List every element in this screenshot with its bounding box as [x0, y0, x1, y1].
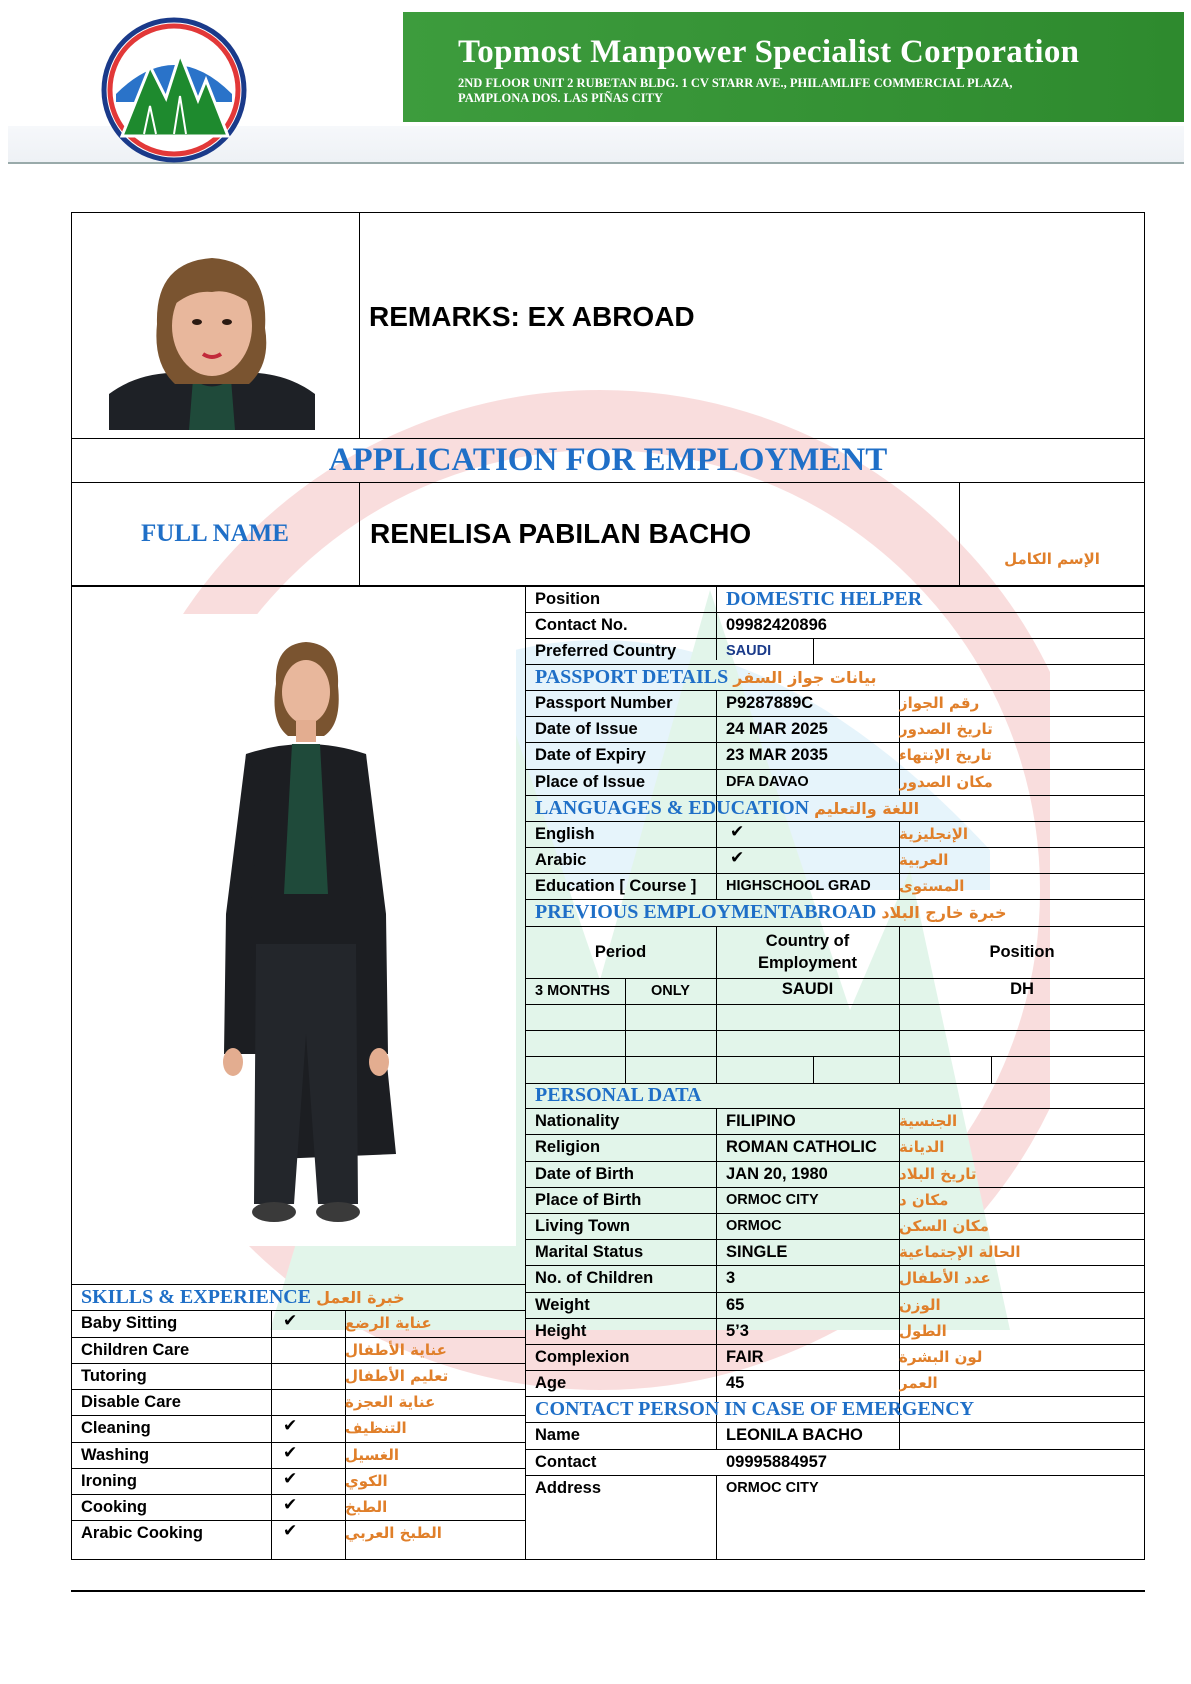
details-section: [71, 586, 1145, 1560]
section-title-emergency-contact: CONTACT PERSON IN CASE OF EMERGENCY: [535, 1397, 975, 1420]
skill-arabic-6: الكوي: [345, 1472, 388, 1490]
section-title-previous-employment: [525, 899, 1145, 926]
skill-check-icon-2: [271, 1363, 345, 1389]
personal-value-religion: ROMAN CATHOLIC: [726, 1137, 877, 1156]
skill-check-icon-0: ✔: [283, 1311, 298, 1331]
section-title-skills: [71, 1284, 525, 1310]
emergency-value-contact: 09995884957: [726, 1452, 827, 1471]
personal-label-religion: Religion: [535, 1137, 601, 1156]
skill-check-icon-5: ✔: [283, 1443, 298, 1463]
full-name-label: FULL NAME: [141, 520, 289, 547]
passport-arabic-0: رقم الجواز: [899, 694, 980, 712]
skill-arabic-7: الطبخ: [345, 1498, 388, 1516]
section-title-previous-text: PREVIOUS EMPLOYMENTABROAD: [535, 901, 877, 923]
full-name-value: RENELISA PABILAN BACHO: [370, 518, 752, 549]
section-title-personal-data: PERSONAL DATA: [535, 1084, 702, 1106]
remarks: REMARKS: EX ABROAD: [369, 301, 695, 332]
skill-check-icon-7: ✔: [283, 1495, 298, 1515]
personal-value-date-of-birth: JAN 20, 1980: [726, 1164, 828, 1183]
emergency-value-name: LEONILA BACHO: [726, 1425, 863, 1444]
skill-label-cleaning: Cleaning: [81, 1418, 151, 1437]
applicant-headshot: [109, 244, 315, 430]
personal-arabic-1: الديانة: [899, 1138, 945, 1156]
column-header-period: Period: [594, 942, 647, 961]
personal-value-nationality: FILIPINO: [726, 1111, 796, 1130]
personal-label-weight: Weight: [535, 1295, 590, 1314]
applicant-full-body-photo: [96, 614, 516, 1246]
position-value: DH: [1010, 979, 1034, 998]
personal-value-weight: 65: [726, 1295, 745, 1314]
company-header: [8, 8, 1184, 170]
section-title-languages-arabic: اللغة والتعليم: [814, 798, 920, 818]
field-value-contact-no-: 09982420896: [726, 615, 827, 634]
section-title-previous-arabic: خبرة خارج البلاد: [881, 903, 1007, 922]
section-title-skills-text: SKILLS & EXPERIENCE: [81, 1285, 312, 1308]
address-line-2: PAMPLONA DOS. LAS PIÑAS CITY: [458, 91, 663, 105]
passport-arabic-3: مكان الصدور: [899, 773, 993, 791]
skill-label-disable-care: Disable Care: [81, 1392, 181, 1411]
education-value: HIGHSCHOOL GRAD: [726, 878, 871, 894]
emergency-label-name: Name: [535, 1425, 580, 1444]
language-label-2: Education [ Course ]: [535, 876, 697, 895]
passport-label-1: Date of Issue: [535, 719, 638, 738]
emergency-label-contact: Contact: [535, 1452, 597, 1471]
company-logo-icon: [100, 16, 248, 164]
passport-value-0: P9287889C: [726, 693, 814, 712]
field-value-preferred-country: SAUDI: [726, 643, 772, 659]
company-name: Topmost Manpower Specialist Corporation: [458, 34, 1080, 70]
passport-label-3: Place of Issue: [535, 772, 646, 791]
emergency-label-address: Address: [535, 1478, 602, 1497]
personal-value-living-town: ORMOC: [726, 1218, 782, 1234]
skill-label-ironing: Ironing: [81, 1471, 137, 1490]
skill-label-cooking: Cooking: [81, 1497, 147, 1516]
personal-arabic-6: عدد الأطفال: [899, 1269, 991, 1287]
passport-arabic-2: تاريخ الإنتهاء: [899, 746, 992, 764]
skill-check-icon-4: ✔: [283, 1416, 298, 1436]
skill-arabic-3: عناية العجزة: [345, 1393, 436, 1411]
personal-label-height: Height: [535, 1321, 587, 1340]
language-arabic-2: المستوى: [899, 877, 965, 895]
section-title-passport-text: PASSPORT DETAILS: [535, 665, 729, 688]
passport-arabic-1: تاريخ الصدور: [899, 720, 993, 738]
field-label-contact-no-: Contact No.: [535, 615, 628, 634]
personal-arabic-2: تاريخ البلاد: [899, 1165, 977, 1183]
skill-label-children-care: Children Care: [81, 1340, 190, 1359]
column-header-position: Position: [989, 942, 1055, 961]
skill-check-icon-6: ✔: [283, 1469, 298, 1489]
company-address: [458, 76, 1158, 106]
language-label-0: English: [535, 824, 595, 843]
personal-label-place-of-birth: Place of Birth: [535, 1190, 642, 1209]
personal-arabic-8: الطول: [899, 1322, 947, 1340]
skill-check-icon-3: [271, 1389, 345, 1415]
field-label-preferred-country: Preferred Country: [535, 641, 677, 660]
skill-label-washing: Washing: [81, 1445, 150, 1464]
skill-arabic-0: عناية الرضع: [345, 1314, 432, 1332]
skill-arabic-1: عناية الأطفال: [345, 1341, 447, 1359]
personal-arabic-9: لون البشرة: [899, 1348, 983, 1366]
personal-value-marital-status: SINGLE: [726, 1242, 788, 1261]
passport-value-2: 23 MAR 2035: [726, 745, 828, 764]
language-arabic-1: العربية: [899, 851, 949, 869]
skill-label-tutoring: Tutoring: [81, 1366, 147, 1385]
passport-value-1: 24 MAR 2025: [726, 719, 828, 738]
personal-label-age: Age: [535, 1373, 567, 1392]
personal-arabic-3: مكان د: [899, 1191, 949, 1209]
applicant-full-body-photo-frame: [96, 614, 516, 1246]
personal-value-age: 45: [726, 1373, 745, 1392]
section-title-languages: [525, 795, 1145, 821]
skill-check-icon-8: ✔: [283, 1521, 298, 1541]
full-name-label-arabic: الإسم الكامل: [1004, 550, 1100, 568]
field-value-position: DOMESTIC HELPER: [726, 587, 923, 610]
personal-label-complexion: Complexion: [535, 1347, 630, 1366]
skill-arabic-4: التنظيف: [345, 1419, 407, 1437]
period-value-b: ONLY: [651, 983, 690, 999]
personal-label-marital-status: Marital Status: [535, 1242, 644, 1261]
passport-label-0: Passport Number: [535, 693, 673, 712]
language-arabic-0: الإنجليزية: [899, 825, 969, 843]
personal-value-place-of-birth: ORMOC CITY: [726, 1192, 819, 1208]
language-check-icon-0: ✔: [730, 822, 745, 842]
skill-label-arabic-cooking: Arabic Cooking: [81, 1523, 203, 1542]
personal-label-nationality: Nationality: [535, 1111, 620, 1130]
footer-divider: [71, 1590, 1145, 1592]
field-label-position: Position: [535, 589, 601, 608]
period-value-a: 3 MONTHS: [535, 983, 610, 999]
emergency-value-address: ORMOC CITY: [726, 1480, 819, 1496]
address-line-1: 2ND FLOOR UNIT 2 RUBETAN BLDG. 1 CV STARR AVE., PHILAMLIFE COMMERCIAL PLAZA,: [458, 76, 1013, 90]
language-check-icon-1: ✔: [730, 848, 745, 868]
passport-label-2: Date of Expiry: [535, 745, 646, 764]
personal-value-complexion: FAIR: [726, 1347, 764, 1366]
language-label-1: Arabic: [535, 850, 587, 869]
personal-label-living-town: Living Town: [535, 1216, 631, 1235]
skill-arabic-8: الطبخ العربي: [345, 1524, 442, 1542]
personal-arabic-0: الجنسية: [899, 1112, 958, 1130]
personal-arabic-5: الحالة الإجتماعية: [899, 1243, 1021, 1261]
skill-arabic-2: تعليم الأطفال: [345, 1367, 449, 1385]
personal-value-height: 5’3: [726, 1321, 749, 1340]
skill-arabic-5: الغسيل: [345, 1446, 400, 1464]
section-title-languages-text: LANGUAGES & EDUCATION: [535, 796, 810, 819]
personal-value-no-of-children: 3: [726, 1268, 736, 1287]
skill-check-icon-1: [271, 1337, 345, 1363]
form-title: APPLICATION FOR EMPLOYMENT: [328, 441, 888, 478]
column-header-country: Country of Employment: [757, 932, 858, 972]
personal-label-no-of-children: No. of Children: [535, 1268, 654, 1287]
country-value: SAUDI: [781, 979, 834, 998]
skill-label-baby-sitting: Baby Sitting: [81, 1313, 178, 1332]
personal-arabic-10: العمر: [899, 1374, 938, 1392]
passport-value-3: DFA DAVAO: [726, 774, 809, 790]
personal-arabic-7: الوزن: [899, 1296, 941, 1314]
personal-arabic-4: مكان السكن: [899, 1217, 989, 1235]
section-title-skills-arabic: خبرة العمل: [316, 1287, 405, 1307]
personal-label-date-of-birth: Date of Birth: [535, 1164, 634, 1183]
section-title-passport: [525, 664, 1145, 690]
section-title-passport-arabic: بيانات جواز السفر: [733, 667, 877, 687]
